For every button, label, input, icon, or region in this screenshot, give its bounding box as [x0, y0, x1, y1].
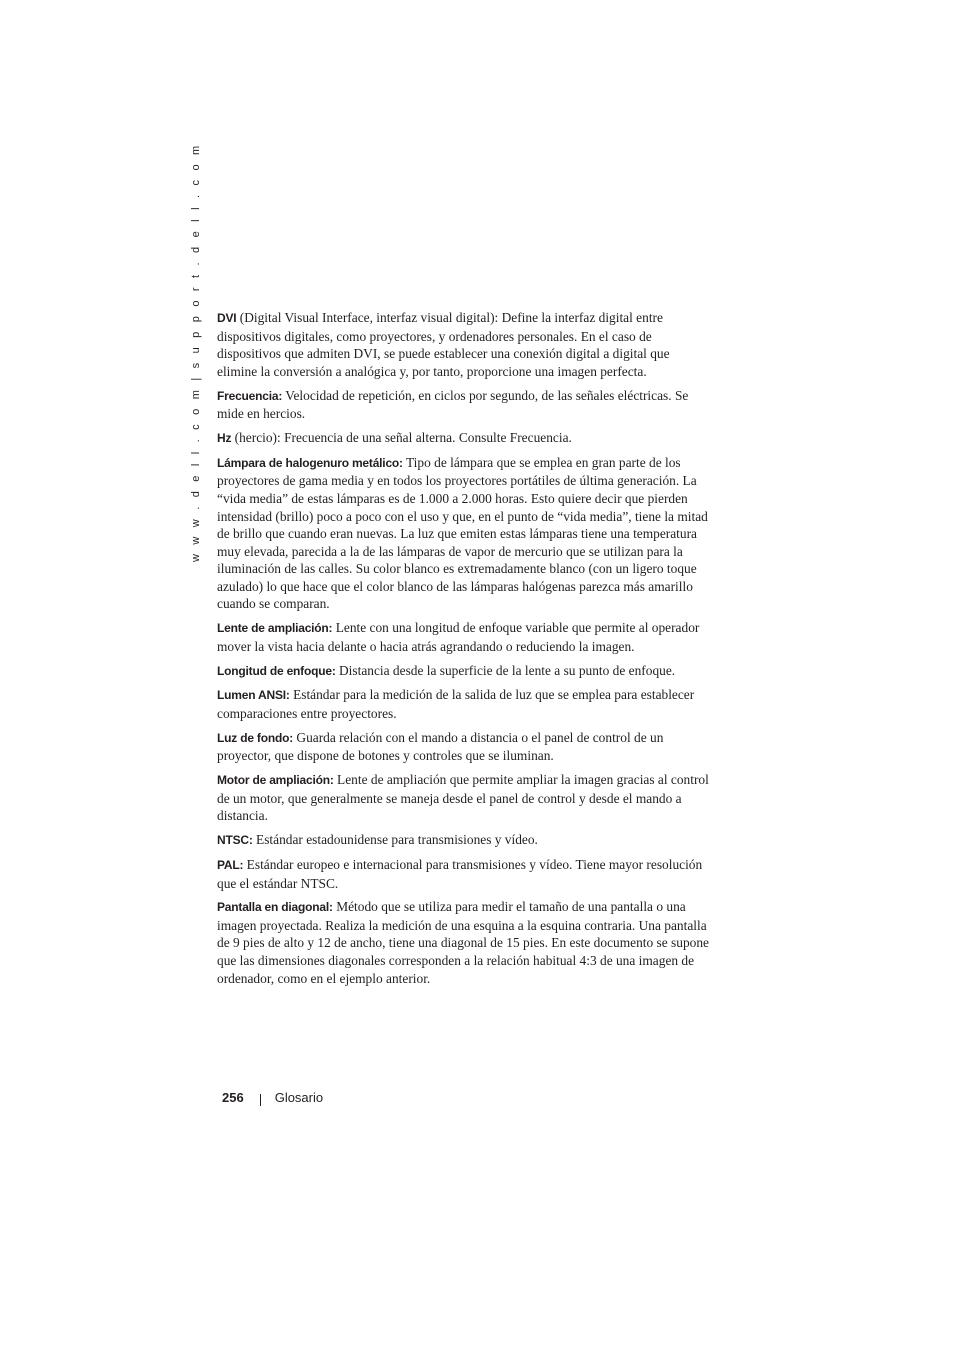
term: Frecuencia: — [217, 388, 283, 403]
side-url: w w w . d e l l . c o m | s u p p o r t . d e l l . c o m — [190, 142, 202, 562]
glossary-entry-frecuencia — [217, 387, 712, 423]
glossary-entry-pal — [217, 856, 712, 892]
term: Longitud de enfoque: — [217, 663, 336, 678]
definition: Estándar europeo e internacional para transmisiones y vídeo. Tiene mayor resolución que el estándar NTSC. — [217, 856, 703, 891]
page-number: 256 — [222, 1089, 244, 1105]
definition: Estándar para la medición de la salida de luz que se emplea para establecer comparaciones entre proyectores. — [217, 687, 695, 721]
glossary-entry-dvi — [217, 309, 712, 380]
term: Lumen ANSI: — [217, 688, 290, 703]
glossary-entry-longitud — [217, 662, 712, 681]
glossary-content — [217, 309, 712, 993]
term: PAL: — [217, 857, 244, 872]
glossary-entry-motor — [217, 771, 712, 825]
glossary-entry-ntsc — [217, 831, 712, 850]
definition: Guarda relación con el mando a distancia o el panel de control de un proyector, que dispone de botones y controles que se iluminan. — [217, 729, 664, 764]
term: Pantalla en diagonal: — [217, 900, 333, 915]
term: Luz de fondo: — [217, 730, 294, 745]
term: Hz — [217, 430, 232, 445]
term: NTSC: — [217, 833, 253, 848]
definition: Distancia desde la superficie de la lente a su punto de enfoque. — [339, 662, 676, 678]
definition: (hercio): Frecuencia de una señal alterna. Consulte Frecuencia. — [234, 429, 572, 445]
page-footer — [222, 1088, 323, 1106]
footer-separator — [260, 1094, 261, 1106]
term: Motor de ampliación: — [217, 773, 334, 788]
definition: Velocidad de repetición, en ciclos por segundo, de las señales eléctricas. Se mide en hercios. — [217, 387, 689, 422]
definition: Método que se utiliza para medir el tamaño de una pantalla o una imagen proyectada. Realiza la medición de una esquina a la esquina contraria. Una pantalla de 9 pies de alto y 12 de ancho, tiene una diagonal de 15 pies. En este documento se supone que las dimensiones diagonales corresponden a la relación habitual 4:3 de una imagen de ordenador, como en el ejemplo anterior. — [217, 899, 709, 986]
glossary-entry-lampara — [217, 454, 712, 613]
definition: Tipo de lámpara que se emplea en gran parte de los proyectores de gama media y en todos los proyectores portátiles de última generación. La “vida media” de estas lámparas es de 1.000 a 2.000 horas. Esto quiere decir que pierden intensidad (brillo) poco a poco con el uso y que, en el punto de “vida media”, tiene la mitad de brillo que cuando eran nuevas. La luz que emiten estas lámparas tiene una temperatura muy elevada, parecida a la de las lámparas de vapor de mercurio que se utilizan para la iluminación de las calles. Su color blanco es extremadamente blanco (con un ligero toque azulado) lo que hace que el color blanco de las lámparas halógenas parezca más amarillo cuando se comparan. — [217, 454, 708, 612]
glossary-entry-hz — [217, 429, 712, 448]
term: Lente de ampliación: — [217, 621, 333, 636]
definition: (Digital Visual Interface, interfaz visual digital): Define la interfaz digital entre dispositivos digitales, como proyectores, y ordenadores personales. En el caso de dispositivos que admiten DVI, se puede establecer una conexión digital a digital que elimine la conversión a analógica y, por tanto, proporcione una imagen perfecta. — [217, 310, 670, 379]
definition: Lente de ampliación que permite ampliar la imagen gracias al control de un motor, que generalmente se maneja desde el panel de control y desde el mando a distancia. — [217, 772, 709, 824]
glossary-entry-luz — [217, 729, 712, 765]
glossary-entry-lumen — [217, 686, 712, 722]
term: DVI — [217, 311, 237, 325]
definition: Estándar estadounidense para transmisiones y vídeo. — [256, 832, 538, 848]
glossary-entry-lente — [217, 619, 712, 655]
section-title: Glosario — [274, 1089, 324, 1105]
term: Lámpara de halogenuro metálico: — [217, 455, 403, 470]
definition: Lente con una longitud de enfoque variable que permite al operador mover la vista hacia delante o hacia atrás agrandando o reduciendo la imagen. — [217, 620, 700, 654]
glossary-entry-pantalla — [217, 898, 712, 987]
